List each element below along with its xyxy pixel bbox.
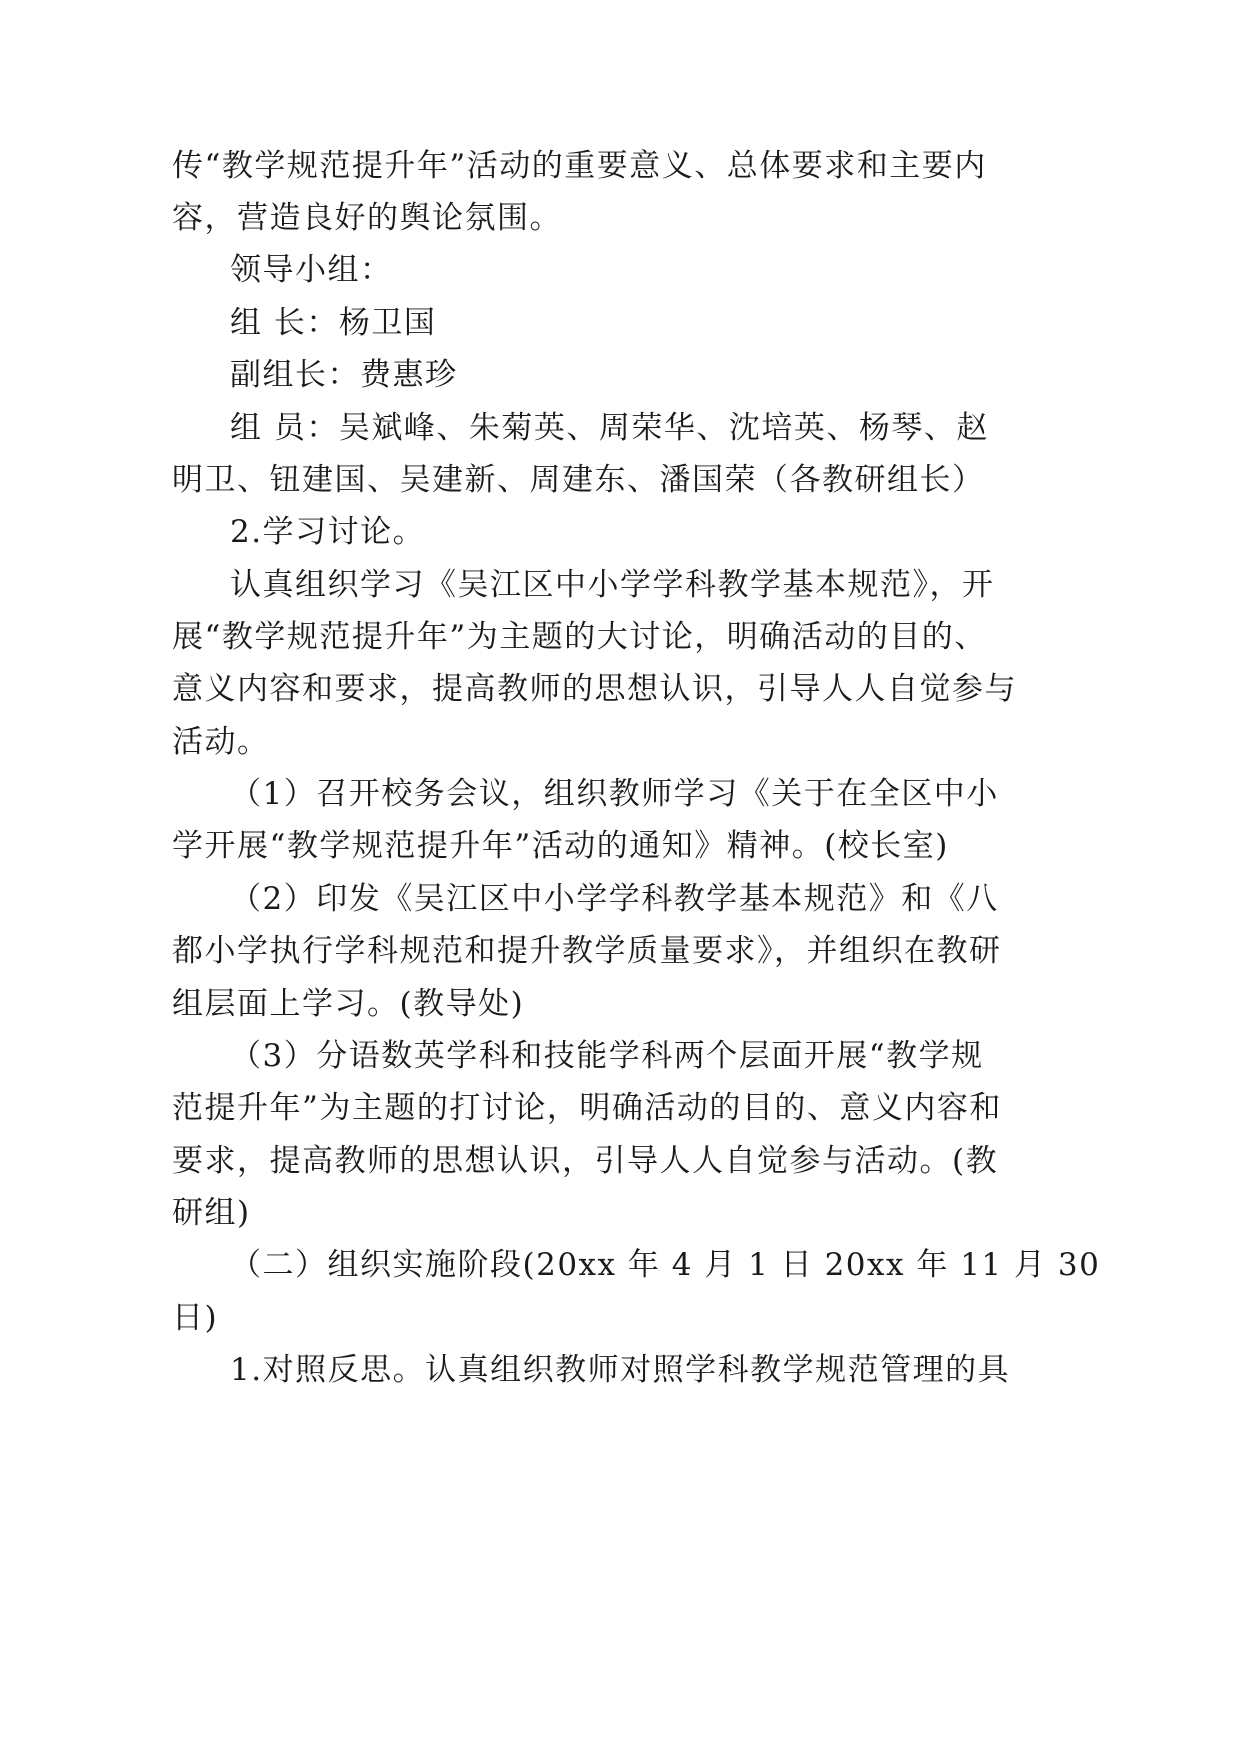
text-line-5: 副组长：费惠珍 [230, 357, 458, 393]
text-line-16: 都小学执行学科规范和提升教学质量要求》，并组织在教研 [172, 933, 1002, 969]
text-line-15: （2）印发《吴江区中小学学科教学基本规范》和《八 [230, 881, 999, 917]
text-line-18: （3）分语数英学科和技能学科两个层面开展“教学规 [230, 1038, 984, 1074]
text-line-12: 活动。 [172, 724, 270, 760]
text-line-2: 容，营造良好的舆论氛围。 [172, 200, 562, 236]
text-line-8: 2.学习讨论。 [230, 514, 426, 550]
text-line-3: 领导小组： [230, 252, 393, 288]
text-line-9: 认真组织学习《吴江区中小学学科教学基本规范》，开 [230, 567, 995, 603]
text-line-17: 组层面上学习。(教导处) [172, 986, 525, 1022]
text-line-11: 意义内容和要求，提高教师的思想认识，引导人人自觉参与 [172, 671, 1017, 707]
text-line-7: 明卫、钮建国、吴建新、周建东、潘国荣（各教研组长） [172, 462, 985, 498]
text-line-20: 要求，提高教师的思想认识，引导人人自觉参与活动。(教 [172, 1143, 999, 1179]
text-line-13: （1）召开校务会议，组织教师学习《关于在全区中小 [230, 776, 999, 812]
text-line-21: 研组) [172, 1195, 251, 1231]
text-line-14: 学开展“教学规范提升年”活动的通知》精神。(校长室) [172, 828, 949, 864]
text-line-10: 展“教学规范提升年”为主题的大讨论，明确活动的目的、 [172, 619, 987, 655]
text-line-22: （二）组织实施阶段(20xx 年 4 月 1 日 20xx 年 11 月 30 [230, 1247, 1101, 1283]
text-line-4: 组 长：杨卫国 [230, 305, 437, 341]
text-line-19: 范提升年”为主题的打讨论，明确活动的目的、意义内容和 [172, 1090, 1002, 1126]
text-line-6: 组 员：吴斌峰、朱菊英、周荣华、沈培英、杨琴、赵 [230, 410, 989, 446]
text-line-23: 日) [172, 1300, 219, 1336]
text-line-1: 传“教学规范提升年”活动的重要意义、总体要求和主要内 [172, 148, 987, 184]
text-line-24: 1.对照反思。认真组织教师对照学科教学规范管理的具 [230, 1352, 1011, 1388]
